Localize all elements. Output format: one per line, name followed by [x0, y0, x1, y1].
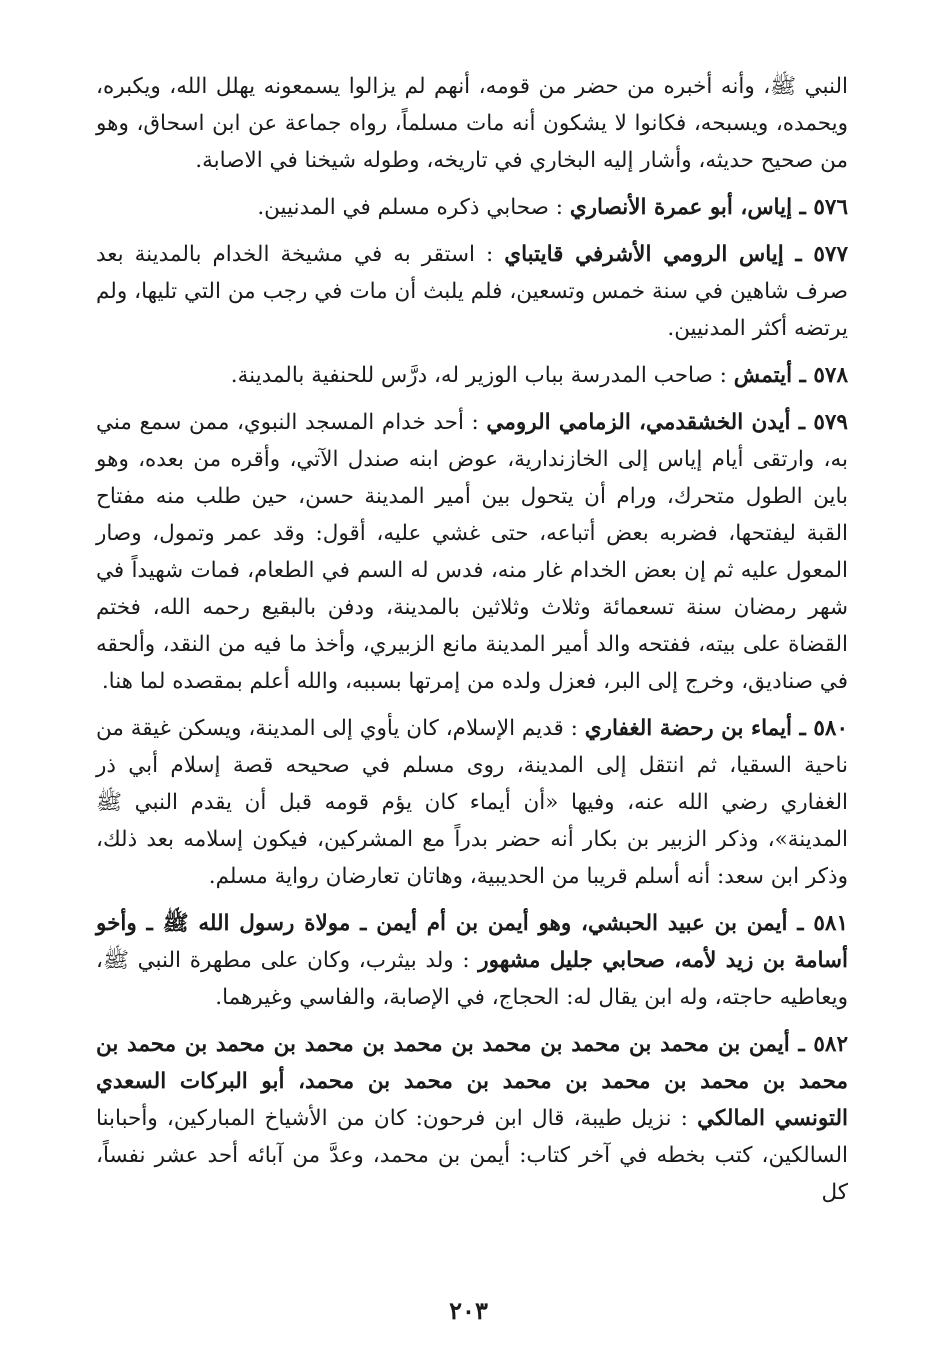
entry-heading: ٥٨١ ـ أيمن بن عبيد الحبشي، وهو أيمن بن أم أيمن ـ مولاة رسول الله ﷺ ـ وأخو أسامة بن زيد لأمه، صحابي جليل مشهور: [96, 911, 848, 973]
entry-text: : ولد بيثرب، وكان على مطهرة النبي ﷺ، ويعاطيه حاجته، وله ابن يقال له: الحجاج، في الإصابة، والفاسي وغيرهما.: [96, 948, 848, 1010]
entry-text: : صاحب المدرسة بباب الوزير له، درَّس للحنفية بالمدينة.: [230, 363, 727, 388]
page-number: ٢٠٣: [449, 1296, 488, 1325]
entry-text: : قديم الإسلام، كان يأوي إلى المدينة، ويسكن غيقة من ناحية السقيا، ثم انتقل إلى المدينة، روى مسلم في صحيحه قصة إسلام أبي ذر الغفاري رضي الله عنه، وفيها «أن أيماء كان يؤم قومه قبل أن يقدم النبي ﷺ المدينة»، وذكر الزبير بن بكار أنه حضر بدراً مع المشركين، فيكون إسلامه بعد ذلك، وذكر ابن سعد: أنه أسلم قريبا من الحديبية، وهاتان تعارضان رواية مسلم.: [96, 716, 848, 889]
entry-577: [96, 236, 848, 347]
entry-578: [96, 357, 848, 394]
entry-heading: ٥٧٦ ـ إياس، أبو عمرة الأنصاري: [569, 195, 848, 220]
entry-heading: ٥٧٨ ـ أيتمش: [733, 363, 848, 388]
entry-579: [96, 404, 848, 700]
entry-580: [96, 710, 848, 895]
entry-text: : استقر به في مشيخة الخدام بالمدينة بعد صرف شاهين في سنة خمس وتسعين، فلم يلبث أن مات في رجب من التي تليها، ولم يرتضه أكثر المدنيين.: [96, 242, 848, 341]
entry-581: [96, 905, 848, 1016]
entry-text: : صحابي ذكره مسلم في المدنيين.: [257, 195, 563, 220]
entry-heading: ٥٨٠ ـ أيماء بن رحضة الغفاري: [584, 716, 848, 741]
entry-582: [96, 1026, 848, 1211]
entry-heading: ٥٨٢ ـ أيمن بن محمد بن محمد بن محمد بن محمد بن محمد بن محمد بن محمد بن محمد بن محمد بن محمد بن محمد بن محمد بن محمد، أبو البركات السعدي التونسي المالكي: [96, 1032, 848, 1131]
entry-heading: ٥٧٧ ـ إياس الرومي الأشرفي قايتباي: [504, 242, 848, 267]
entry-576: [96, 189, 848, 226]
paragraph-intro: [96, 68, 848, 179]
page-body: [96, 68, 848, 1221]
entry-text: : أحد خدام المسجد النبوي، ممن سمع مني به، وارتقى أيام إياس إلى الخازندارية، عوض ابنه صندل الآتي، وأقره من بعده، وهو باين الطول متحرك، ورام أن يتحول بين أمير المدينة حسن، حين طلب منه مفتاح القبة ليفتحها، فضربه بعض أتباعه، حتى غشي عليه، أقول: وقد عمر وتمول، وصار المعول عليه ثم إن بعض الخدام غار منه، فدس له السم في الطعام، فمات شهيداً في شهر رمضان سنة تسعمائة وثلاث وثلاثين بالمدينة، ودفن بالبقيع رحمه الله، فختم القضاة على بيته، ففتحه والد أمير المدينة مانع الزبيري، وأخذ ما فيه من النقد، وألحقه في صناديق، وخرج إلى البر، فعزل ولده من إمرتها بسببه، والله أعلم بمقصده لما هنا.: [96, 410, 848, 694]
entry-text: النبي ﷺ، وأنه أخبره من حضر من قومه، أنهم لم يزالوا يسمعونه يهلل الله، ويكبره، ويحمده، ويسبحه، فكانوا لا يشكون أنه مات مسلماً، رواه جماعة عن ابن اسحاق، وهو من صحيح حديثه، وأشار إليه البخاري في تاريخه، وطوله شيخنا في الاصابة.: [96, 74, 848, 173]
entry-text: : نزيل طيبة، قال ابن فرحون: كان من الأشياخ المباركين، وأحبابنا السالكين، كتب بخطه في آخر كتاب: أيمن بن محمد، وعدَّ من آبائه أحد عشر نفساً، كل: [96, 1106, 848, 1205]
entry-heading: ٥٧٩ ـ أيدن الخشقدمي، الزمامي الرومي: [486, 410, 848, 435]
